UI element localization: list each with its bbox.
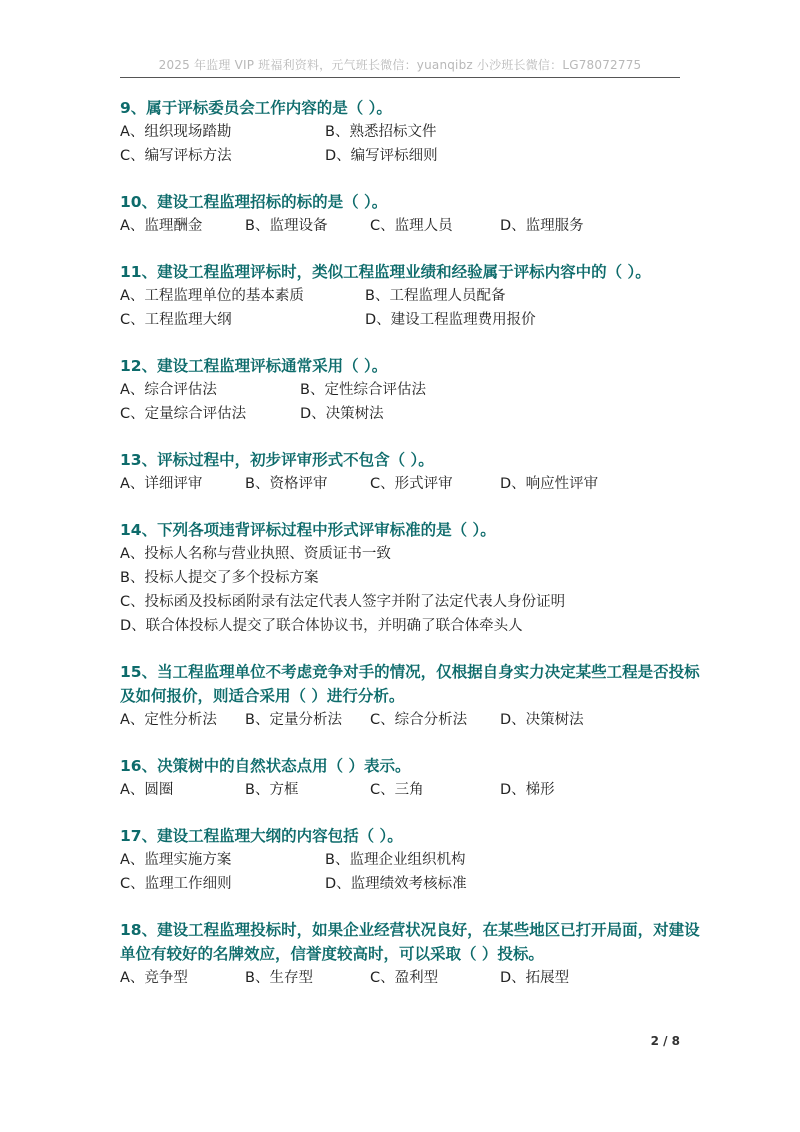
option-group (120, 542, 700, 638)
option-group (120, 120, 700, 168)
option-group (120, 378, 700, 426)
question-item (120, 354, 700, 426)
option-text: D、编写评标细则 (325, 148, 438, 164)
option-row (120, 542, 700, 566)
option-row (120, 120, 700, 144)
option-text: A、综合评估法 (120, 382, 217, 398)
option-text: A、定性分析法 (120, 712, 217, 728)
option-row (120, 144, 700, 168)
option-text: C、编写评标方法 (120, 148, 232, 164)
option-text: A、组织现场踏勘 (120, 124, 232, 140)
option-row (120, 472, 700, 496)
option-row (120, 848, 700, 872)
option-text: C、投标函及投标函附录有法定代表人签字并附了法定代表人身份证明 (120, 594, 566, 610)
option-text: D、监理绩效考核标准 (325, 876, 467, 892)
option-text: C、定量综合评估法 (120, 406, 247, 422)
option-row (120, 708, 700, 732)
page-header: 2025 年监理 VIP 班福利资料，元气班长微信：yuanqibz 小沙班长微信：LG78072775 (158, 58, 642, 72)
option-text: A、投标人名称与营业执照、资质证书一致 (120, 546, 391, 562)
option-row (120, 402, 700, 426)
question-item (120, 824, 700, 896)
question-title: 18、建设工程监理投标时，如果企业经营状况良好，在某些地区已打开局面，对建设单位有较好的名牌效应，信誉度较高时，可以采取（ ）投标。 (120, 921, 700, 963)
option-text: C、监理人员 (370, 218, 453, 234)
option-text: A、竞争型 (120, 970, 188, 986)
question-title: 10、建设工程监理招标的标的是（ ）。 (120, 193, 388, 211)
option-row (120, 872, 700, 896)
option-text: B、工程监理人员配备 (365, 288, 506, 304)
question-item (120, 518, 700, 638)
option-text: C、综合分析法 (370, 712, 468, 728)
question-list (120, 96, 700, 1012)
option-text: B、监理企业组织机构 (325, 852, 466, 868)
question-item (120, 918, 700, 990)
question-item (120, 190, 700, 238)
question-title: 13、评标过程中，初步评审形式不包含（ ）。 (120, 451, 434, 469)
option-text: D、梯形 (500, 782, 555, 798)
option-row (120, 614, 700, 638)
option-text: D、建设工程监理费用报价 (365, 312, 536, 328)
question-title: 9、属于评标委员会工作内容的是（ ）。 (120, 99, 392, 117)
option-row (120, 566, 700, 590)
option-text: D、决策树法 (500, 712, 584, 728)
option-row (120, 284, 700, 308)
question-item (120, 96, 700, 168)
option-text: B、方框 (245, 782, 299, 798)
question-item (120, 660, 700, 732)
option-text: B、资格评审 (245, 476, 328, 492)
option-row (120, 378, 700, 402)
header-divider (120, 77, 680, 78)
option-text: C、形式评审 (370, 476, 453, 492)
option-text: D、响应性评审 (500, 476, 599, 492)
option-row (120, 590, 700, 614)
option-text: B、生存型 (245, 970, 313, 986)
question-item (120, 260, 700, 332)
option-row (120, 214, 700, 238)
option-group (120, 284, 700, 332)
option-group (120, 214, 700, 238)
option-text: D、决策树法 (300, 406, 384, 422)
page-number: 2 / 8 (650, 1034, 680, 1048)
option-text: A、监理实施方案 (120, 852, 232, 868)
option-group (120, 472, 700, 496)
question-item (120, 754, 700, 802)
option-row (120, 308, 700, 332)
option-text: C、三角 (370, 782, 424, 798)
option-row (120, 778, 700, 802)
question-title: 15、当工程监理单位不考虑竞争对手的情况，仅根据自身实力决定某些工程是否投标及如何报价，则适合采用（ ）进行分析。 (120, 663, 700, 705)
question-title: 14、下列各项违背评标过程中形式评审标准的是（ ）。 (120, 521, 496, 539)
question-title: 17、建设工程监理大纲的内容包括（ ）。 (120, 827, 403, 845)
option-group (120, 778, 700, 802)
option-text: C、盈利型 (370, 970, 439, 986)
question-title: 11、建设工程监理评标时，类似工程监理业绩和经验属于评标内容中的（ ）。 (120, 263, 651, 281)
question-title: 16、决策树中的自然状态点用（ ）表示。 (120, 757, 411, 775)
option-text: A、监理酬金 (120, 218, 203, 234)
option-text: B、熟悉招标文件 (325, 124, 437, 140)
option-text: A、工程监理单位的基本素质 (120, 288, 304, 304)
option-text: A、圆圈 (120, 782, 174, 798)
option-text: B、定性综合评估法 (300, 382, 426, 398)
option-text: C、工程监理大纲 (120, 312, 232, 328)
option-text: B、定量分析法 (245, 712, 342, 728)
option-group (120, 848, 700, 896)
option-group (120, 966, 700, 990)
question-item (120, 448, 700, 496)
question-title: 12、建设工程监理评标通常采用（ ）。 (120, 357, 388, 375)
option-text: A、详细评审 (120, 476, 203, 492)
option-group (120, 708, 700, 732)
option-text: D、联合体投标人提交了联合体协议书，并明确了联合体牵头人 (120, 618, 523, 634)
option-text: B、投标人提交了多个投标方案 (120, 570, 319, 586)
option-text: D、监理服务 (500, 218, 584, 234)
option-text: B、监理设备 (245, 218, 328, 234)
option-text: D、拓展型 (500, 970, 570, 986)
option-row (120, 966, 700, 990)
option-text: C、监理工作细则 (120, 876, 232, 892)
